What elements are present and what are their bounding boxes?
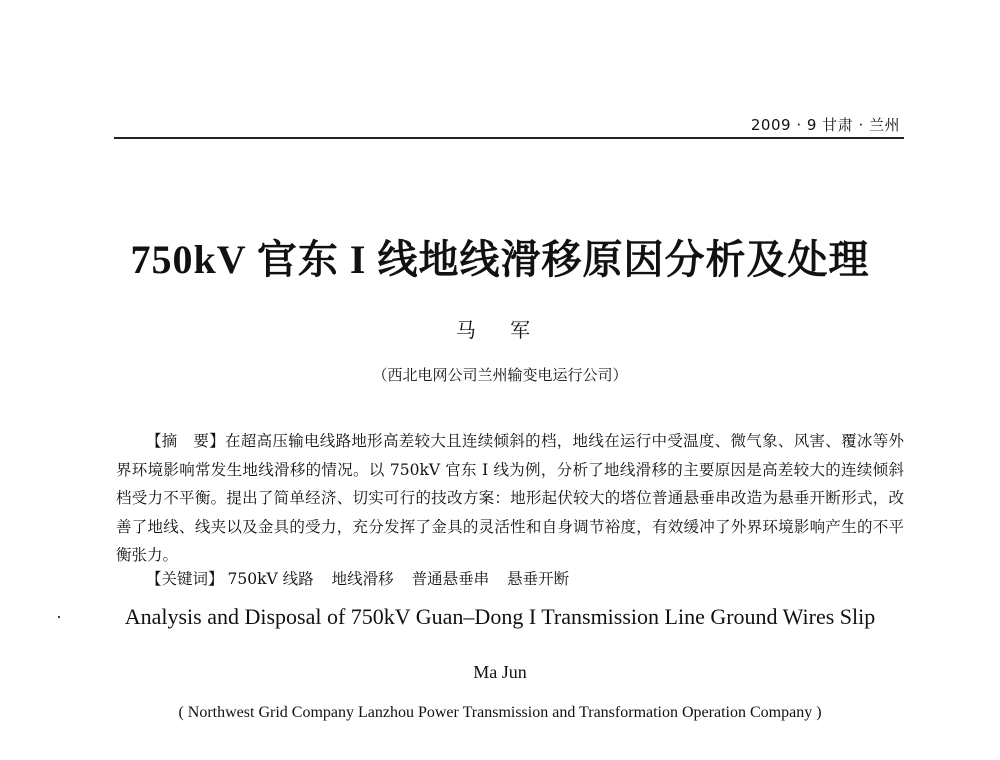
paper-title-en: Analysis and Disposal of 750kV Guan–Dong I Transmission Line Ground Wires Slip bbox=[124, 604, 876, 629]
keywords bbox=[146, 567, 906, 589]
author-cn: 马 军 bbox=[455, 318, 545, 342]
paper-title-cn: 750kV 官东 I 线地线滑移原因分析及处理 bbox=[130, 237, 870, 282]
abstract-text: 在超高压输电线路地形高差较大且连续倾斜的档，地线在运行中受温度、微气象、风害、覆冰等外界环境影响常发生地线滑移的情况。以 750kV 官东 I 线为例，分析了地线滑移的主要原因是高差较大的连续倾斜档受力不平衡。提出了简单经济、切实可行的技改方案：地形起伏较大的塔位普通悬垂串改造为悬垂开断形式，改善了地线、线夹以及金具的受力，充分发挥了金具的灵活性和自身调节裕度，有效缓冲了外界环境影响产生的不平衡张力。 bbox=[116, 432, 904, 564]
keyword: 地线滑移 bbox=[331, 570, 394, 588]
author-en: Ma Jun bbox=[473, 662, 527, 682]
keywords-label: 【关键词】 bbox=[146, 570, 224, 588]
journal-header: 2009 · 9 甘肃 · 兰州 bbox=[750, 116, 900, 134]
keyword: 750kV 线路 bbox=[227, 570, 314, 588]
abstract bbox=[116, 427, 904, 570]
abstract-label: 【摘 要】 bbox=[146, 432, 225, 450]
keyword: 普通悬垂串 bbox=[411, 570, 490, 588]
affiliation-cn: （西北电网公司兰州输变电运行公司） bbox=[372, 366, 628, 384]
affiliation-en: ( Northwest Grid Company Lanzhou Power Transmission and Transformation Operation Company ) bbox=[178, 704, 822, 721]
keyword: 悬垂开断 bbox=[507, 570, 570, 588]
header-rule bbox=[114, 137, 904, 139]
